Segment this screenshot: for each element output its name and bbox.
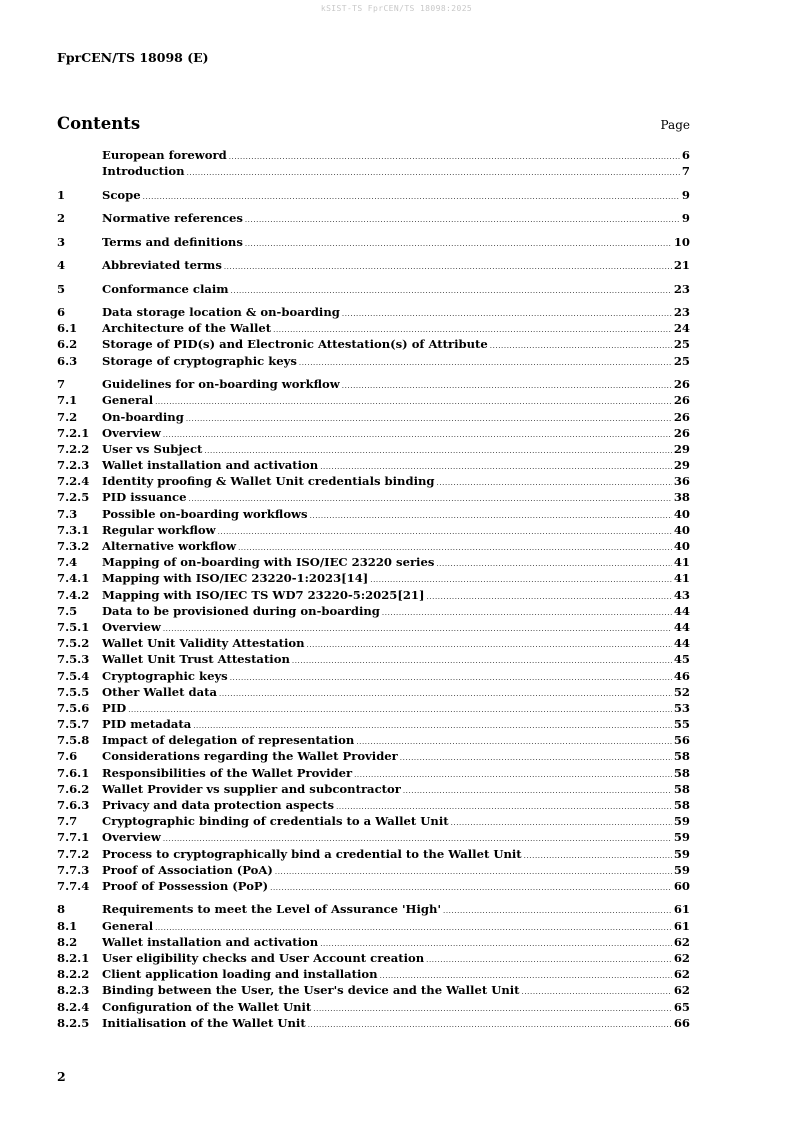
toc-entry-title: Overview bbox=[102, 619, 161, 634]
toc-entry-number: 8.2.3 bbox=[57, 983, 90, 998]
toc-entry-number: 7.7 bbox=[57, 814, 78, 829]
toc-entry-number: 7.4.1 bbox=[57, 571, 90, 586]
toc-entry-page: 62 bbox=[673, 967, 690, 982]
toc-entry-number: 7.6.1 bbox=[57, 765, 90, 780]
toc-entry[interactable] bbox=[57, 587, 690, 603]
toc-entry[interactable] bbox=[57, 506, 690, 522]
toc-dot-leader bbox=[342, 306, 672, 322]
toc-entry-page: 61 bbox=[673, 918, 690, 933]
toc-dot-leader bbox=[451, 815, 672, 831]
toc-entry-number: 7.4.2 bbox=[57, 587, 90, 602]
toc-dot-leader bbox=[342, 378, 672, 394]
toc-entry-page: 26 bbox=[673, 425, 690, 440]
toc-dot-leader bbox=[443, 903, 672, 919]
toc-entry[interactable] bbox=[57, 522, 690, 538]
toc-entry[interactable] bbox=[57, 966, 690, 982]
toc-entry-page: 23 bbox=[673, 305, 690, 320]
toc-dot-leader bbox=[426, 589, 671, 605]
toc-entry-number: 7.5.2 bbox=[57, 636, 90, 651]
toc-entry-page: 58 bbox=[673, 765, 690, 780]
toc-entry-page: 6 bbox=[681, 148, 690, 162]
toc-entry-page: 44 bbox=[673, 636, 690, 651]
toc-dot-leader bbox=[143, 189, 680, 205]
toc-entry[interactable] bbox=[57, 570, 690, 586]
toc-entry[interactable] bbox=[57, 748, 690, 764]
toc-entry[interactable] bbox=[57, 538, 690, 554]
toc-entry-page: 23 bbox=[673, 281, 690, 296]
toc-entry-title: Cryptographic keys bbox=[102, 668, 228, 683]
toc-dot-leader bbox=[245, 236, 672, 252]
toc-entry-page: 10 bbox=[673, 234, 690, 249]
toc-dot-leader bbox=[229, 149, 680, 165]
toc-dot-leader bbox=[400, 750, 672, 766]
toc-entry-page: 24 bbox=[673, 321, 690, 336]
toc-entry[interactable] bbox=[57, 878, 690, 894]
toc-entry-page: 26 bbox=[673, 393, 690, 408]
toc-entry-page: 25 bbox=[673, 353, 690, 368]
toc-entry-page: 53 bbox=[673, 700, 690, 715]
toc-entry-page: 41 bbox=[673, 571, 690, 586]
toc-entry-number: 7.5.3 bbox=[57, 652, 90, 667]
toc-entry-title: Wallet installation and activation bbox=[102, 934, 319, 949]
watermark: kSIST-TS FprCEN/TS 18098:2025 bbox=[320, 4, 473, 13]
toc-entry-number: 7.5.6 bbox=[57, 700, 90, 715]
toc-entry-page: 58 bbox=[673, 798, 690, 813]
toc-entry[interactable] bbox=[57, 635, 690, 651]
toc-entry-title: Wallet Unit Trust Attestation bbox=[102, 652, 290, 667]
toc-entry-page: 58 bbox=[673, 781, 690, 796]
toc-entry-title: Guidelines for on-boarding workflow bbox=[102, 377, 340, 392]
toc-entry[interactable] bbox=[57, 257, 690, 273]
toc-entry-title: Binding between the User, the User's device and the Wallet Unit bbox=[102, 983, 520, 998]
toc-dot-leader bbox=[382, 605, 672, 621]
toc-entry-number: 7.2.3 bbox=[57, 458, 90, 473]
toc-entry-title: Proof of Possession (PoP) bbox=[102, 878, 269, 893]
toc-entry-number: 8.2 bbox=[57, 934, 78, 949]
toc-entry-number: 8.2.4 bbox=[57, 999, 90, 1014]
toc-entry-page: 29 bbox=[673, 441, 690, 456]
toc-entry-page: 9 bbox=[681, 211, 690, 226]
toc-entry-page: 62 bbox=[673, 934, 690, 949]
toc-entry-number: 5 bbox=[57, 281, 66, 296]
toc-entry-page: 45 bbox=[673, 652, 690, 667]
toc-entry-title: Architecture of the Wallet bbox=[102, 321, 272, 336]
toc-entry[interactable] bbox=[57, 320, 690, 336]
toc-entry-number: 6.2 bbox=[57, 337, 78, 352]
toc-entry-number: 1 bbox=[57, 187, 66, 202]
document-id-header: FprCEN/TS 18098 (E) bbox=[57, 50, 209, 65]
toc-entry-number: 3 bbox=[57, 234, 66, 249]
toc-entry-title: Cryptographic binding of credentials to a Wallet Unit bbox=[102, 814, 449, 829]
toc-entry-page: 7 bbox=[681, 164, 690, 179]
toc-entry-page: 62 bbox=[673, 951, 690, 965]
toc-entry-page: 25 bbox=[673, 337, 690, 352]
toc-entry[interactable] bbox=[57, 934, 690, 950]
toc-entry-title: PID bbox=[102, 700, 127, 715]
toc-dot-leader bbox=[313, 1001, 672, 1017]
toc-entry[interactable] bbox=[57, 304, 690, 320]
toc-entry-number: 7.3.1 bbox=[57, 522, 90, 537]
toc-entry[interactable] bbox=[57, 700, 690, 716]
toc-entry-number: 6.3 bbox=[57, 353, 78, 368]
toc-dot-leader bbox=[224, 259, 672, 275]
toc-entry[interactable] bbox=[57, 862, 690, 878]
toc-entry-number: 8.2.1 bbox=[57, 951, 90, 965]
toc-entry-page: 60 bbox=[673, 878, 690, 893]
toc-entry-number: 6.1 bbox=[57, 321, 78, 336]
toc-entry-title: Impact of delegation of representation bbox=[102, 733, 355, 748]
toc-entry-number: 8.1 bbox=[57, 918, 78, 933]
toc-entry[interactable] bbox=[57, 732, 690, 748]
toc-entry-title: Requirements to meet the Level of Assurance 'High' bbox=[102, 902, 441, 917]
toc-entry[interactable] bbox=[57, 163, 690, 179]
toc-entry-number: 7.7.2 bbox=[57, 846, 90, 861]
toc-entry-title: Identity proofing & Wallet Unit credentials binding bbox=[102, 474, 435, 489]
toc-entry-page: 40 bbox=[673, 506, 690, 521]
toc-entry-page: 26 bbox=[673, 409, 690, 424]
toc-entry-number: 7.2.4 bbox=[57, 474, 90, 489]
toc-entry[interactable] bbox=[57, 147, 690, 163]
toc-entry[interactable] bbox=[57, 457, 690, 473]
toc-entry-number: 7.7.4 bbox=[57, 878, 90, 893]
toc-entry-title: Data to be provisioned during on-boarding bbox=[102, 603, 380, 618]
toc-entry-title: Overview bbox=[102, 830, 161, 845]
toc-entry-number: 7.4 bbox=[57, 555, 78, 570]
toc-entry-number: 7.5.1 bbox=[57, 619, 90, 634]
toc-entry-title: Storage of PID(s) and Electronic Attestation(s) of Attribute bbox=[102, 337, 488, 352]
toc-entry-number: 7.5.7 bbox=[57, 717, 90, 732]
toc-entry-page: 58 bbox=[673, 749, 690, 764]
toc-dot-leader bbox=[270, 880, 672, 896]
toc-entry-number: 8 bbox=[57, 902, 66, 917]
toc-entry[interactable] bbox=[57, 781, 690, 797]
toc-entry-number: 7.1 bbox=[57, 393, 78, 408]
toc-dot-leader bbox=[403, 783, 672, 799]
toc-entry-title: Configuration of the Wallet Unit bbox=[102, 999, 312, 1014]
page-number: 2 bbox=[57, 1069, 66, 1084]
toc-entry-number: 7.6.3 bbox=[57, 798, 90, 813]
toc-entry[interactable] bbox=[57, 603, 690, 619]
toc-entry[interactable] bbox=[57, 619, 690, 635]
toc-entry-title: Responsibilities of the Wallet Provider bbox=[102, 765, 353, 780]
toc-entry-page: 43 bbox=[673, 587, 690, 602]
toc-dot-leader bbox=[292, 653, 672, 669]
toc-entry-page: 38 bbox=[673, 490, 690, 505]
toc-entry[interactable] bbox=[57, 376, 690, 392]
toc-entry-page: 36 bbox=[673, 474, 690, 489]
toc-entry[interactable] bbox=[57, 813, 690, 829]
toc-entry-number: 2 bbox=[57, 211, 66, 226]
toc-entry-page: 44 bbox=[673, 603, 690, 618]
toc-entry-page: 59 bbox=[673, 830, 690, 845]
toc-entry[interactable] bbox=[57, 846, 690, 862]
toc-entry-page: 55 bbox=[673, 717, 690, 732]
toc-entry-page: 9 bbox=[681, 187, 690, 202]
toc-entry-page: 56 bbox=[673, 733, 690, 748]
toc-dot-leader bbox=[522, 984, 672, 1000]
toc-entry[interactable] bbox=[57, 234, 690, 250]
toc-entry-title: Mapping with ISO/IEC 23220-1:2023[14] bbox=[102, 571, 369, 586]
toc-dot-leader bbox=[356, 734, 672, 750]
toc-entry[interactable] bbox=[57, 901, 690, 917]
toc-entry-title: Introduction bbox=[102, 164, 185, 179]
toc-entry-title: Client application loading and installation bbox=[102, 967, 378, 982]
toc-entry[interactable] bbox=[57, 473, 690, 489]
toc-entry-number: 7 bbox=[57, 377, 66, 392]
toc-entry[interactable] bbox=[57, 441, 690, 457]
toc-entry-page: 59 bbox=[673, 814, 690, 829]
toc-entry-title: Mapping with ISO/IEC TS WD7 23220-5:2025[21] bbox=[102, 587, 425, 602]
toc-entry-page: 61 bbox=[673, 902, 690, 917]
toc-entry-title: Proof of Association (PoA) bbox=[102, 862, 273, 877]
toc-entry-number: 7.2.1 bbox=[57, 425, 90, 440]
toc-entry-page: 52 bbox=[673, 684, 690, 699]
toc-entry-title: Wallet installation and activation bbox=[102, 458, 319, 473]
toc-dot-leader bbox=[219, 686, 672, 702]
toc-entry-number: 7.7.1 bbox=[57, 830, 90, 845]
toc-entry-title: Initialisation of the Wallet Unit bbox=[102, 1015, 306, 1030]
toc-dot-leader bbox=[524, 848, 672, 864]
toc-dot-leader bbox=[310, 508, 672, 524]
toc-dot-leader bbox=[275, 864, 672, 880]
toc-entry[interactable] bbox=[57, 765, 690, 781]
toc-entry-number: 7.5 bbox=[57, 603, 78, 618]
toc-entry-page: 40 bbox=[673, 539, 690, 554]
toc-entry-title: Alternative workflow bbox=[102, 539, 237, 554]
toc-entry-title: Wallet Unit Validity Attestation bbox=[102, 636, 305, 651]
toc-dot-leader bbox=[307, 637, 672, 653]
toc-entry[interactable] bbox=[57, 668, 690, 684]
toc-entry[interactable] bbox=[57, 353, 690, 369]
toc-entry-number: 8.2.2 bbox=[57, 967, 90, 982]
contents-title: Contents bbox=[57, 114, 141, 133]
toc-entry-number: 7.7.3 bbox=[57, 862, 90, 877]
toc-entry[interactable] bbox=[57, 281, 690, 297]
toc-entry-title: On-boarding bbox=[102, 409, 184, 424]
toc-dot-leader bbox=[245, 212, 680, 228]
toc-entry-title: Storage of cryptographic keys bbox=[102, 353, 297, 368]
toc-dot-leader bbox=[230, 670, 672, 686]
toc-dot-leader bbox=[490, 338, 672, 354]
toc-entry[interactable] bbox=[57, 684, 690, 700]
toc-entry[interactable] bbox=[57, 651, 690, 667]
page-column-label: Page bbox=[660, 118, 690, 132]
toc-entry-page: 66 bbox=[673, 1015, 690, 1030]
toc-entry[interactable] bbox=[57, 950, 690, 966]
toc-entry-page: 40 bbox=[673, 522, 690, 537]
toc-dot-leader bbox=[163, 427, 672, 443]
toc-entry-title: PID issuance bbox=[102, 490, 187, 505]
toc-entry-page: 62 bbox=[673, 983, 690, 998]
toc-entry[interactable] bbox=[57, 1015, 690, 1031]
toc-entry-number: 7.2 bbox=[57, 409, 78, 424]
toc-entry-title: Abbreviated terms bbox=[102, 258, 222, 273]
table-of-contents bbox=[57, 147, 690, 1031]
toc-entry[interactable] bbox=[57, 554, 690, 570]
toc-entry-number: 4 bbox=[57, 258, 66, 273]
toc-entry[interactable] bbox=[57, 336, 690, 352]
toc-entry-page: 44 bbox=[673, 619, 690, 634]
toc-entry-title: Considerations regarding the Wallet Provider bbox=[102, 749, 398, 764]
toc-entry-title: Possible on-boarding workflows bbox=[102, 506, 308, 521]
toc-entry[interactable] bbox=[57, 829, 690, 845]
toc-entry-title: Mapping of on-boarding with ISO/IEC 23220 series bbox=[102, 555, 435, 570]
toc-entry-title: General bbox=[102, 918, 154, 933]
toc-dot-leader bbox=[187, 165, 680, 181]
toc-entry-page: 59 bbox=[673, 846, 690, 861]
toc-dot-leader bbox=[308, 1017, 672, 1033]
toc-entry[interactable] bbox=[57, 187, 690, 203]
toc-entry-title: European foreword bbox=[102, 148, 227, 162]
toc-entry[interactable] bbox=[57, 489, 690, 505]
toc-entry[interactable] bbox=[57, 918, 690, 934]
toc-entry-page: 29 bbox=[673, 458, 690, 473]
toc-entry-number: 7.6.2 bbox=[57, 781, 90, 796]
toc-entry-title: Overview bbox=[102, 425, 161, 440]
toc-dot-leader bbox=[354, 767, 672, 783]
toc-entry[interactable] bbox=[57, 425, 690, 441]
toc-entry-title: Process to cryptographically bind a credential to the Wallet Unit bbox=[102, 846, 522, 861]
toc-entry-page: 65 bbox=[673, 999, 690, 1014]
toc-entry-number: 8.2.5 bbox=[57, 1015, 90, 1030]
toc-dot-leader bbox=[231, 283, 672, 299]
toc-entry-title: User vs Subject bbox=[102, 441, 203, 456]
toc-entry-page: 46 bbox=[673, 668, 690, 683]
toc-entry-number: 7.6 bbox=[57, 749, 78, 764]
toc-entry-page: 21 bbox=[673, 258, 690, 273]
toc-dot-leader bbox=[436, 556, 672, 572]
toc-entry-title: Normative references bbox=[102, 211, 243, 226]
toc-entry[interactable] bbox=[57, 797, 690, 813]
toc-entry-page: 41 bbox=[673, 555, 690, 570]
toc-entry-number: 7.2.2 bbox=[57, 441, 90, 456]
toc-entry-title: Privacy and data protection aspects bbox=[102, 798, 335, 813]
toc-entry-number: 7.5.8 bbox=[57, 733, 90, 748]
toc-entry-title: Regular workflow bbox=[102, 522, 216, 537]
toc-entry-title: Wallet Provider vs supplier and subcontractor bbox=[102, 781, 401, 796]
toc-entry-title: User eligibility checks and User Account creation bbox=[102, 951, 425, 965]
toc-entry[interactable] bbox=[57, 409, 690, 425]
toc-entry-number: 7.3.2 bbox=[57, 539, 90, 554]
toc-entry[interactable] bbox=[57, 982, 690, 998]
toc-entry-title: Other Wallet data bbox=[102, 684, 217, 699]
toc-entry-number: 7.5.5 bbox=[57, 684, 90, 699]
toc-entry-title: General bbox=[102, 393, 154, 408]
toc-dot-leader bbox=[426, 952, 672, 968]
toc-dot-leader bbox=[128, 702, 672, 718]
toc-entry[interactable] bbox=[57, 210, 690, 226]
toc-entry-title: Scope bbox=[102, 187, 141, 202]
toc-entry-title: Conformance claim bbox=[102, 281, 229, 296]
toc-entry-title: Data storage location & on-boarding bbox=[102, 305, 340, 320]
toc-entry-page: 26 bbox=[673, 377, 690, 392]
toc-entry-number: 7.5.4 bbox=[57, 668, 90, 683]
toc-entry-page: 59 bbox=[673, 862, 690, 877]
toc-entry-title: Terms and definitions bbox=[102, 234, 243, 249]
toc-dot-leader bbox=[437, 475, 672, 491]
toc-entry[interactable] bbox=[57, 392, 690, 408]
toc-dot-leader bbox=[218, 524, 672, 540]
toc-entry[interactable] bbox=[57, 716, 690, 732]
toc-entry[interactable] bbox=[57, 999, 690, 1015]
toc-entry-title: PID metadata bbox=[102, 717, 192, 732]
toc-dot-leader bbox=[155, 394, 672, 410]
toc-dot-leader bbox=[186, 411, 672, 427]
toc-entry-number: 7.3 bbox=[57, 506, 78, 521]
toc-dot-leader bbox=[299, 355, 672, 371]
toc-entry-number: 7.2.5 bbox=[57, 490, 90, 505]
toc-entry-number: 6 bbox=[57, 305, 66, 320]
